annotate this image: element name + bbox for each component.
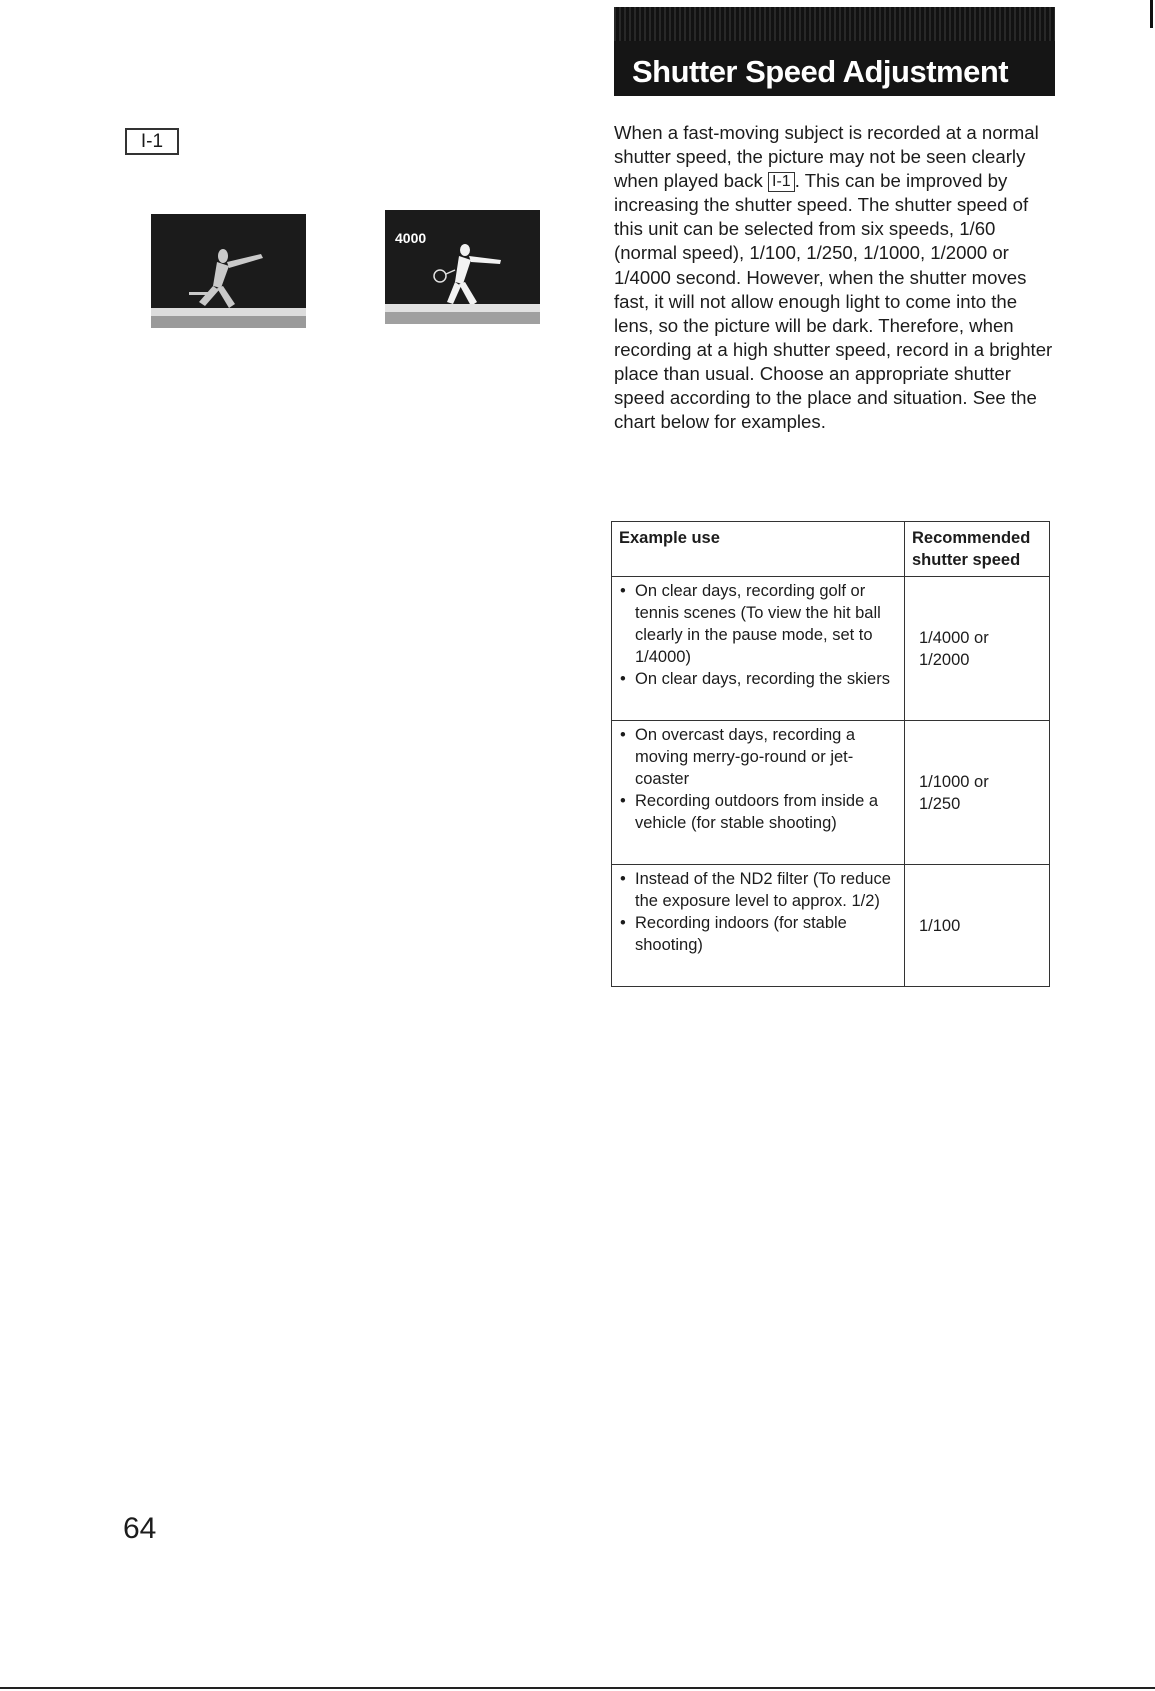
speed-value: 1/250 (919, 794, 961, 813)
page-edge-mark (1150, 0, 1153, 28)
example-cell (612, 865, 905, 987)
banner-texture (614, 7, 1055, 41)
example-item: • Recording indoors (for stable shooting) (619, 912, 898, 956)
header-recommended-speed (905, 522, 1050, 577)
body-text-part2: . This can be improved by increasing the shutter speed. The shutter speed of this unit can be selected from six speeds, 1/60 (normal speed), 1/100, 1/250, 1/1000, 1/2000 or 1/4000 second. However, when the shutter moves fast, it will not allow enough light to come into the lens, so the picture will be dark. Therefore, when recording at a high shutter speed, record in a brighter place than usual. Choose an appropriate shutter speed according to the place and situation. See the chart below for examples. (614, 170, 1053, 433)
example-cell (612, 721, 905, 865)
table-header-row (612, 522, 1050, 577)
speed-cell (905, 577, 1050, 721)
example-item: • On clear days, recording the skiers (619, 668, 898, 690)
table-row (612, 577, 1050, 721)
speed-value: 1/4000 or (919, 628, 989, 647)
table-row (612, 865, 1050, 987)
header-example-use: Example use (612, 522, 905, 577)
speed-value: 1/100 (919, 916, 961, 935)
body-paragraph (614, 121, 1060, 434)
speed-value: 1/2000 (919, 650, 970, 669)
example-cell (612, 577, 905, 721)
inline-figure-ref: I-1 (768, 172, 795, 192)
tennis-player-blurred-icon (151, 214, 306, 328)
body-text-part1: When a fast-moving subject is recorded at a normal shutter speed, the picture may not be seen clearly when played back (614, 122, 1039, 192)
example-item: • On overcast days, recording a moving merry-go-round or jet-coaster (619, 724, 898, 790)
shutter-speed-table (611, 521, 1050, 987)
example-item: • Instead of the ND2 filter (To reduce the exposure level to approx. 1/2) (619, 868, 898, 912)
speed-cell (905, 721, 1050, 865)
table-row (612, 721, 1050, 865)
speed-cell (905, 865, 1050, 987)
section-title: Shutter Speed Adjustment (632, 54, 1009, 89)
figure-image-normal-shutter (151, 214, 306, 328)
bottom-rule (0, 1687, 1155, 1689)
page-number: 64 (123, 1512, 157, 1545)
header-speed-line1: Recommended (912, 529, 1031, 547)
example-item: • On clear days, recording golf or tennis scenes (To view the hit ball clearly in the pause mode, set to 1/4000) (619, 580, 898, 668)
speed-value: 1/1000 or (919, 772, 989, 791)
header-speed-line2: shutter speed (912, 551, 1021, 569)
figure-image-4000-shutter (385, 210, 540, 324)
shutter-speed-overlay: 4000 (395, 230, 427, 246)
example-item: • Recording outdoors from inside a vehicle (for stable shooting) (619, 790, 898, 834)
tennis-player-sharp-icon (385, 210, 540, 324)
section-title-banner (614, 7, 1055, 96)
figure-label: I-1 (125, 128, 179, 155)
